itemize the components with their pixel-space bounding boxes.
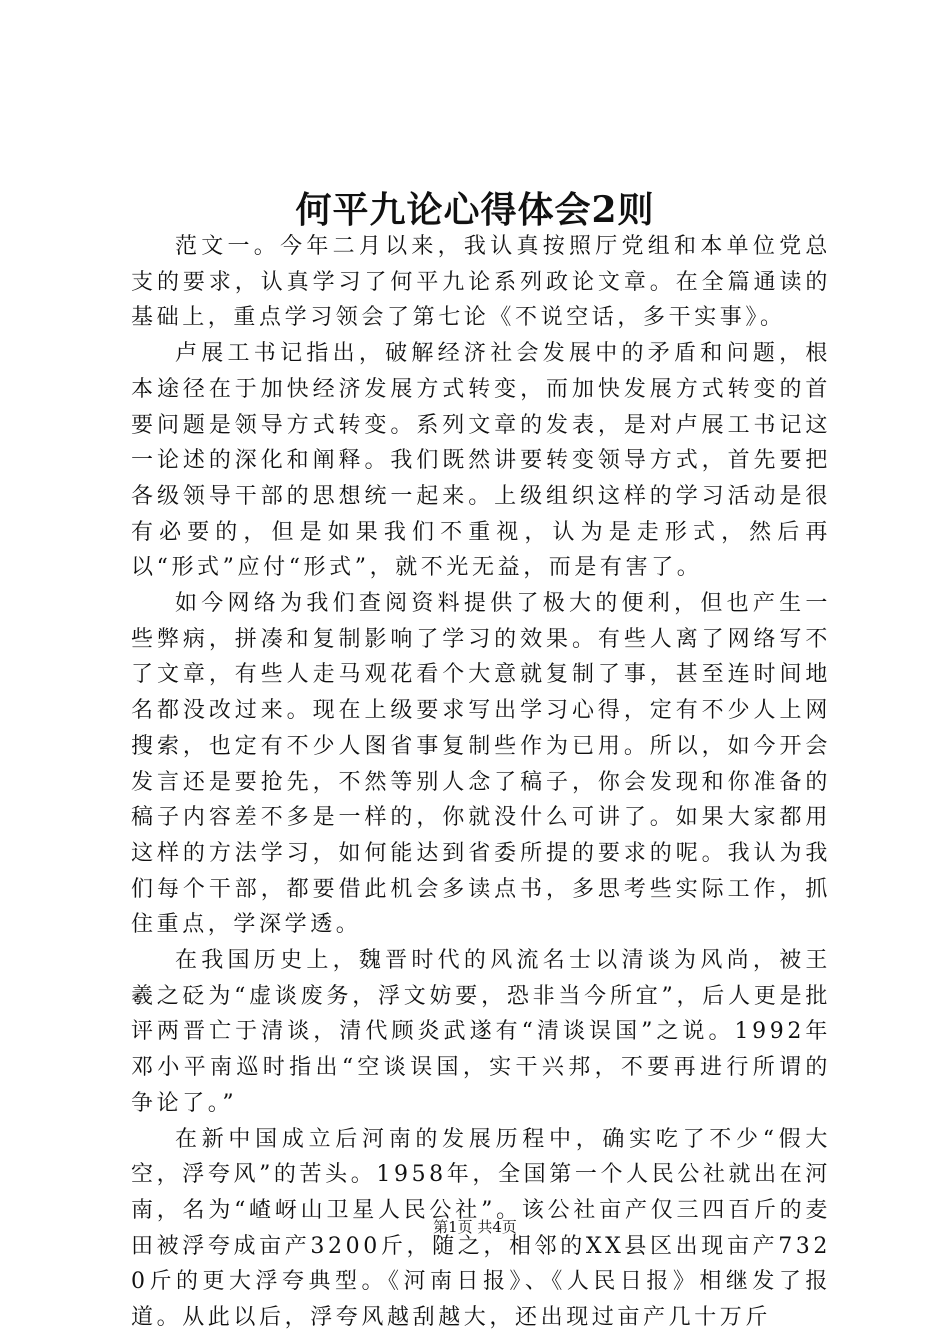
document-title: 何平九论心得体会2则 (295, 189, 655, 231)
page-number-footer: 第1页 共4页 (433, 1218, 517, 1236)
document-body (131, 229, 831, 1336)
paragraph-4: 在我国历史上，魏晋时代的风流名士以清谈为风尚，被王羲之砭为“虚谈废务，浮文妨要，恐非当今所宜”，后人更是批评两晋亡于清谈，清代顾炎武遂有“清谈误国”之说。1992年邓小平南巡时指出“空谈误国，实干兴邦，不要再进行所谓的争论了。” (131, 948, 831, 1116)
paragraph-1: 范文一。今年二月以来，我认真按照厅党组和本单位党总支的要求，认真学习了何平九论系列政论文章。在全篇通读的基础上，重点学习领会了第七论《不说空话，多干实事》。 (131, 234, 831, 331)
paragraph-2: 卢展工书记指出，破解经济社会发展中的矛盾和问题，根本途径在于加快经济发展方式转变，而加快发展方式转变的首要问题是领导方式转变。系列文章的发表，是对卢展工书记这一论述的深化和阐释。我们既然讲要转变领导方式，首先要把各级领导干部的思想统一起来。上级组织这样的学习活动是很有必要的，但是如果我们不重视，认为是走形式，然后再以“形式”应付“形式”，就不光无益，而是有害了。 (131, 341, 831, 581)
paragraph-5: 在新中国成立后河南的发展历程中，确实吃了不少“假大空，浮夸风”的苦头。1958年，全国第一个人民公社就出在河南，名为“嵖岈山卫星人民公社”。该公社亩产仅三四百斤的麦田被浮夸成亩产3200斤，随之，相邻的XX县区出现亩产7320斤的更大浮夸典型。《河南日报》、《人民日报》相继发了报道。从此以后，浮夸风越刮越大，还出现过亩产几十万斤 (131, 1126, 831, 1331)
paragraph-3: 如今网络为我们查阅资料提供了极大的便利，但也产生一些弊病，拼凑和复制影响了学习的效果。有些人离了网络写不了文章，有些人走马观花看个大意就复制了事，甚至连时间地名都没改过来。现在上级要求写出学习心得，定有不少人上网搜索，也定有不少人图省事复制些作为已用。所以，如今开会发言还是要抢先，不然等别人念了稿子，你会发现和你准备的稿子内容差不多是一样的，你就没什么可讲了。如果大家都用这样的方法学习，如何能达到省委所提的要求的呢。我认为我们每个干部，都要借此机会多读点书，多思考些实际工作，抓住重点，学深学透。 (131, 591, 831, 938)
